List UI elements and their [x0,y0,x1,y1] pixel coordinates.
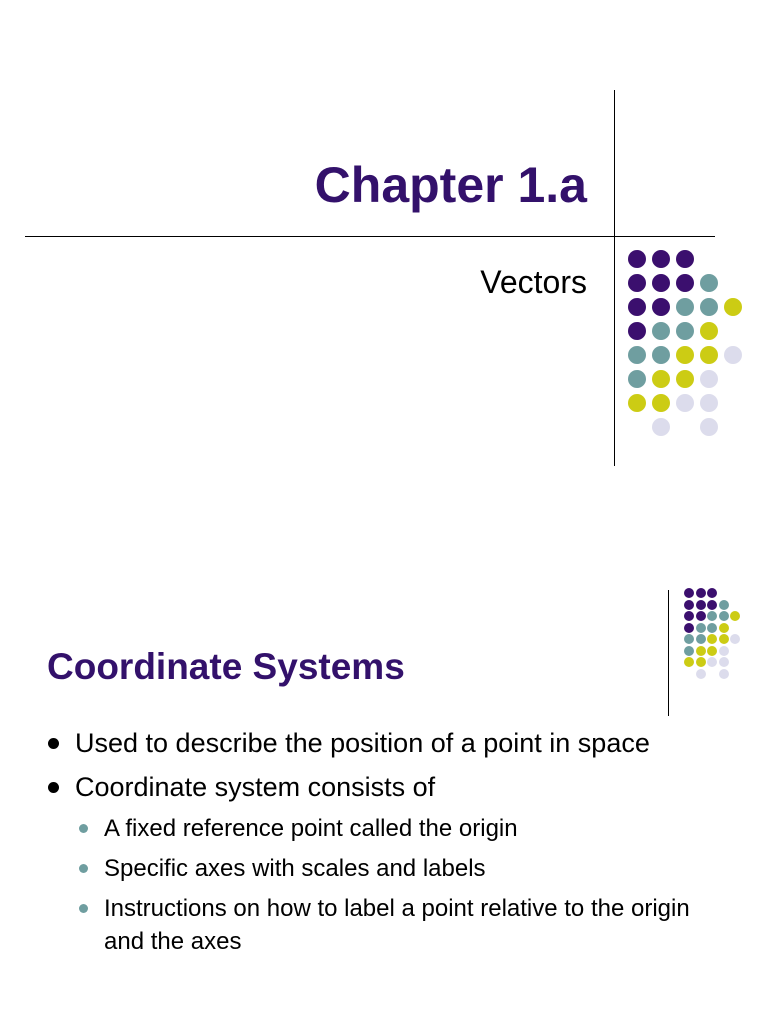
slide-title-heading: Chapter 1.a [314,157,587,213]
bullet-item [46,724,736,762]
grid-dot [652,322,670,340]
grid-dot [707,657,717,667]
grid-dot [719,646,729,656]
grid-dot [696,657,706,667]
grid-dot [684,600,694,610]
grid-dot [700,394,718,412]
sub-bullet-icon [79,904,88,913]
grid-dot [696,669,706,679]
grid-dot [696,600,706,610]
slide-subtitle: Vectors [480,264,587,300]
grid-dot [684,611,694,621]
grid-dot [652,394,670,412]
sub-bullet-item [46,812,736,845]
grid-dot [684,646,694,656]
grid-dot [719,669,729,679]
grid-dot [628,322,646,340]
sub-bullet-item [46,892,736,958]
grid-dot [676,298,694,316]
grid-dot [696,623,706,633]
grid-dot [684,623,694,633]
grid-dot [676,322,694,340]
sub-bullet-icon [79,864,88,873]
sub-bullet-text: Specific axes with scales and labels [104,855,486,882]
grid-dot [676,250,694,268]
horizontal-divider [25,236,715,237]
bullet-icon [48,782,59,793]
grid-dot [628,346,646,364]
grid-dot [628,370,646,388]
grid-dot [700,274,718,292]
grid-dot [719,634,729,644]
grid-dot [700,418,718,436]
grid-dot [719,600,729,610]
grid-dot [628,394,646,412]
grid-dot [696,588,706,598]
grid-dot [696,611,706,621]
grid-dot [652,250,670,268]
grid-dot [628,298,646,316]
grid-dot [676,274,694,292]
grid-dot [707,611,717,621]
grid-dot [724,346,742,364]
grid-dot [652,274,670,292]
grid-dot [652,418,670,436]
grid-dot [707,634,717,644]
grid-dot [676,346,694,364]
grid-dot [724,298,742,316]
grid-dot [684,657,694,667]
grid-dot [652,298,670,316]
grid-dot [676,394,694,412]
bullet-item [46,768,736,806]
grid-dot [684,634,694,644]
grid-dot [700,346,718,364]
bullet-text: Coordinate system consists of [75,772,436,802]
sub-bullet-item [46,852,736,885]
grid-dot [730,634,740,644]
grid-dot [628,274,646,292]
grid-dot [707,600,717,610]
grid-dot [719,611,729,621]
vertical-divider [668,590,669,716]
grid-dot [700,298,718,316]
grid-dot [719,623,729,633]
grid-dot [707,646,717,656]
sub-bullet-icon [79,824,88,833]
grid-dot [684,588,694,598]
sub-bullet-text: A fixed reference point called the origin [104,815,518,842]
sub-bullet-text: Instructions on how to label a point relative to the origin and the axes [104,895,690,955]
bullet-icon [48,738,59,749]
vertical-divider [614,90,615,466]
bullet-text: Used to describe the position of a point in space [75,728,650,758]
bullet-list [46,724,736,965]
grid-dot [628,250,646,268]
grid-dot [676,370,694,388]
grid-dot [700,322,718,340]
grid-dot [719,657,729,667]
grid-dot [696,646,706,656]
grid-dot [700,370,718,388]
slide-coordinate-systems [0,512,768,1024]
grid-dot [730,611,740,621]
grid-dot [707,623,717,633]
grid-dot [696,634,706,644]
grid-dot [652,370,670,388]
grid-dot [707,588,717,598]
slide-heading: Coordinate Systems [47,646,405,687]
grid-dot [652,346,670,364]
